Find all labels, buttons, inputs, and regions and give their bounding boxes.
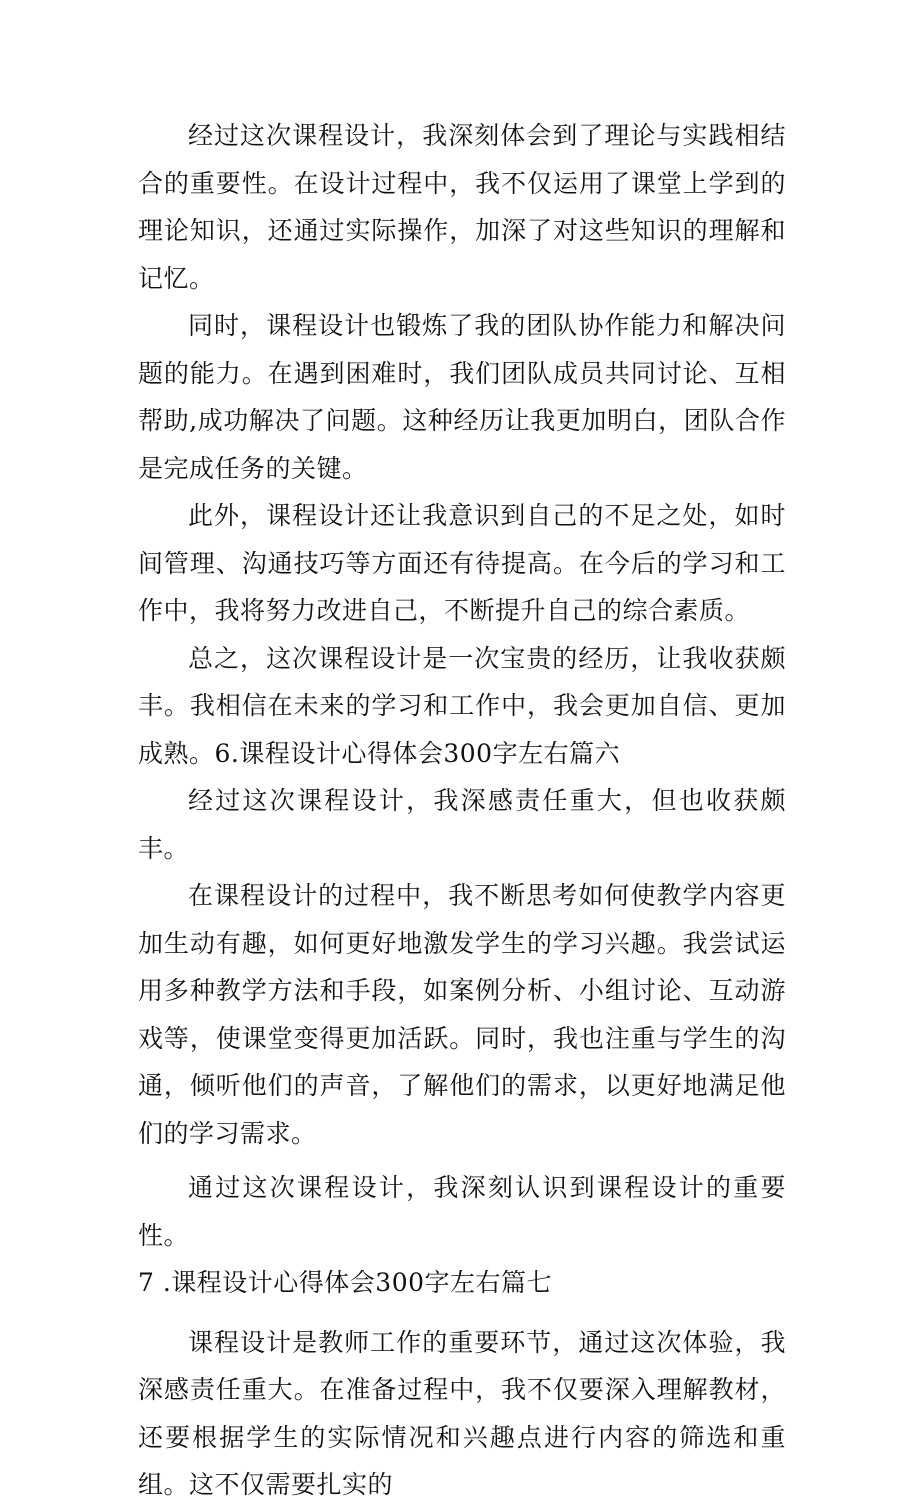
section-heading-7: 7 .课程设计心得体会300字左右篇七 bbox=[138, 1268, 553, 1297]
paragraph-teamwork: 同时，课程设计也锻炼了我的团队协作能力和解决问题的能力。在遇到困难时，我们团队成员共同讨论、互相帮助,成功解决了问题。这种经历让我更加明白，团队合作是完成任务的关键。 bbox=[138, 311, 786, 483]
document-page bbox=[138, 112, 786, 1509]
paragraph-shortcomings: 此外，课程设计还让我意识到自己的不足之处，如时间管理、沟通技巧等方面还有待提高。在今后的学习和工作中，我将努力改进自己，不断提升自己的综合素质。 bbox=[138, 501, 786, 625]
paragraph-teacher-work: 课程设计是教师工作的重要环节，通过这次体验，我深感责任重大。在准备过程中，我不仅要深入理解教材，还要根据学生的实际情况和兴趣点进行内容的筛选和重组。这不仅需要扎实的 bbox=[138, 1327, 786, 1499]
paragraph-teaching-methods: 在课程设计的过程中，我不断思考如何使教学内容更加生动有趣，如何更好地激发学生的学习兴趣。我尝试运用多种教学方法和手段，如案例分析、小组讨论、互动游戏等，使课堂变得更加活跃。同时，我也注重与学生的沟通，倾听他们的声音，了解他们的需求，以更好地满足他们的学习需求。 bbox=[138, 881, 786, 1148]
paragraph-responsibility: 经过这次课程设计，我深感责任重大，但也收获颇丰。 bbox=[138, 786, 786, 863]
paragraph-importance: 通过这次课程设计，我深刻认识到课程设计的重要性。 bbox=[138, 1173, 786, 1250]
paragraph-summary: 总之，这次课程设计是一次宝贵的经历，让我收获颇丰。我相信在未来的学习和工作中，我会更加自信、更加成熟。6.课程设计心得体会300字左右篇六 bbox=[138, 643, 786, 768]
paragraph-theory-practice: 经过这次课程设计，我深刻体会到了理论与实践相结合的重要性。在设计过程中，我不仅运用了课堂上学到的理论知识，还通过实际操作，加深了对这些知识的理解和记忆。 bbox=[138, 121, 786, 293]
